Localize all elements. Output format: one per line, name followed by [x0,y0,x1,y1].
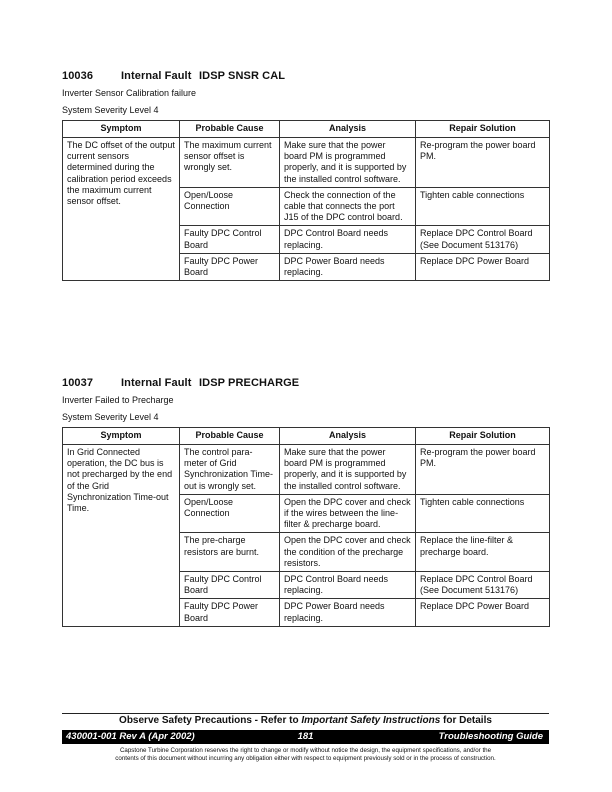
fault-title [62,70,549,82]
header-repair-solution: Repair Solution [416,428,550,445]
fault-section-10036 [62,70,549,281]
analysis-cell: Open the DPC cover and check the condition of the precharge resistors. [280,533,416,572]
analysis-cell: Make sure that the power board PM is programmed properly, and it is supported by the installed control software. [280,445,416,495]
fault-code: 10037 [62,377,94,389]
footer-bar [62,730,549,744]
table-header-row [63,121,550,138]
safety-prefix: Observe Safety Precautions - Refer to [119,715,302,726]
cause-cell: Faulty DPC Control Board [180,226,280,253]
solution-cell: Tighten cable connections [416,494,550,533]
analysis-cell: DPC Power Board needs replacing. [280,599,416,626]
table-row [63,138,550,188]
fault-name: IDSP PRECHARGE [199,377,300,389]
document-id: 430001-001 Rev A (Apr 2002) [66,731,195,742]
cause-cell: The control para-meter of Grid Synchronization Time-out is wrongly set. [180,445,280,495]
cause-cell: Open/Loose Connection [180,494,280,533]
header-probable-cause: Probable Cause [180,121,280,138]
header-repair-solution: Repair Solution [416,121,550,138]
disclaimer-line-2: contents of this document without incurring any obligation either with respect to equipment previously sold or in the process of construction. [115,755,496,762]
safety-suffix: for Details [440,715,492,726]
footer-divider [62,713,549,714]
solution-cell: Replace DPC Power Board [416,599,550,626]
fault-severity: System Severity Level 4 [62,412,159,422]
disclaimer-line-1: Capstone Turbine Corporation reserves the right to change or modify without notice the design, the equipment specifications, and/or the [119,747,492,754]
solution-cell: Tighten cable connections [416,187,550,226]
page-number: 181 [297,731,314,742]
solution-cell: Replace DPC Power Board [416,253,550,280]
header-symptom: Symptom [63,428,180,445]
solution-cell: Replace DPC Control Board (See Document 513176) [416,572,550,599]
fault-description: Inverter Sensor Calibration failure [62,88,197,98]
cause-cell: The pre-charge resistors are burnt. [180,533,280,572]
fault-code: 10036 [62,70,94,82]
fault-description: Inverter Failed to Precharge [62,395,174,405]
cause-cell: Open/Loose Connection [180,187,280,226]
symptom-cell: The DC offset of the output current sensors determined during the calibration period exceeds the maximum current sensor offset. [63,138,180,281]
cause-cell: Faulty DPC Control Board [180,572,280,599]
analysis-cell: DPC Control Board needs replacing. [280,572,416,599]
cause-cell: The maximum current sensor offset is wrongly set. [180,138,280,188]
header-symptom: Symptom [63,121,180,138]
fault-table [62,427,550,627]
header-analysis: Analysis [280,428,416,445]
analysis-cell: Make sure that the power board PM is programmed properly, and it is supported by the installed control software. [280,138,416,188]
analysis-cell: Check the connection of the cable that connects the port J15 of the DPC control board. [280,187,416,226]
safety-notice [62,715,549,726]
fault-kind: Internal Fault [121,70,192,82]
fault-section-10037 [62,377,549,627]
analysis-cell: DPC Control Board needs replacing. [280,226,416,253]
fault-title [62,377,549,389]
header-analysis: Analysis [280,121,416,138]
fault-severity: System Severity Level 4 [62,105,159,115]
solution-cell: Re-program the power board PM. [416,138,550,188]
table-row [63,445,550,495]
solution-cell: Replace DPC Control Board (See Document 513176) [416,226,550,253]
analysis-cell: DPC Power Board needs replacing. [280,253,416,280]
fault-table [62,120,550,281]
cause-cell: Faulty DPC Power Board [180,253,280,280]
guide-name: Troubleshooting Guide [438,731,543,742]
fault-name: IDSP SNSR CAL [199,70,286,82]
solution-cell: Re-program the power board PM. [416,445,550,495]
symptom-cell: In Grid Connected operation, the DC bus is not precharged by the end of the Grid Synchronization Time-out Time. [63,445,180,627]
cause-cell: Faulty DPC Power Board [180,599,280,626]
safety-link-text: Important Safety Instructions [301,715,441,726]
header-probable-cause: Probable Cause [180,428,280,445]
fault-kind: Internal Fault [121,377,192,389]
table-header-row [63,428,550,445]
solution-cell: Replace the line-filter & precharge board. [416,533,550,572]
disclaimer [62,747,549,763]
analysis-cell: Open the DPC cover and check if the wires between the line-filter & precharge board. [280,494,416,533]
